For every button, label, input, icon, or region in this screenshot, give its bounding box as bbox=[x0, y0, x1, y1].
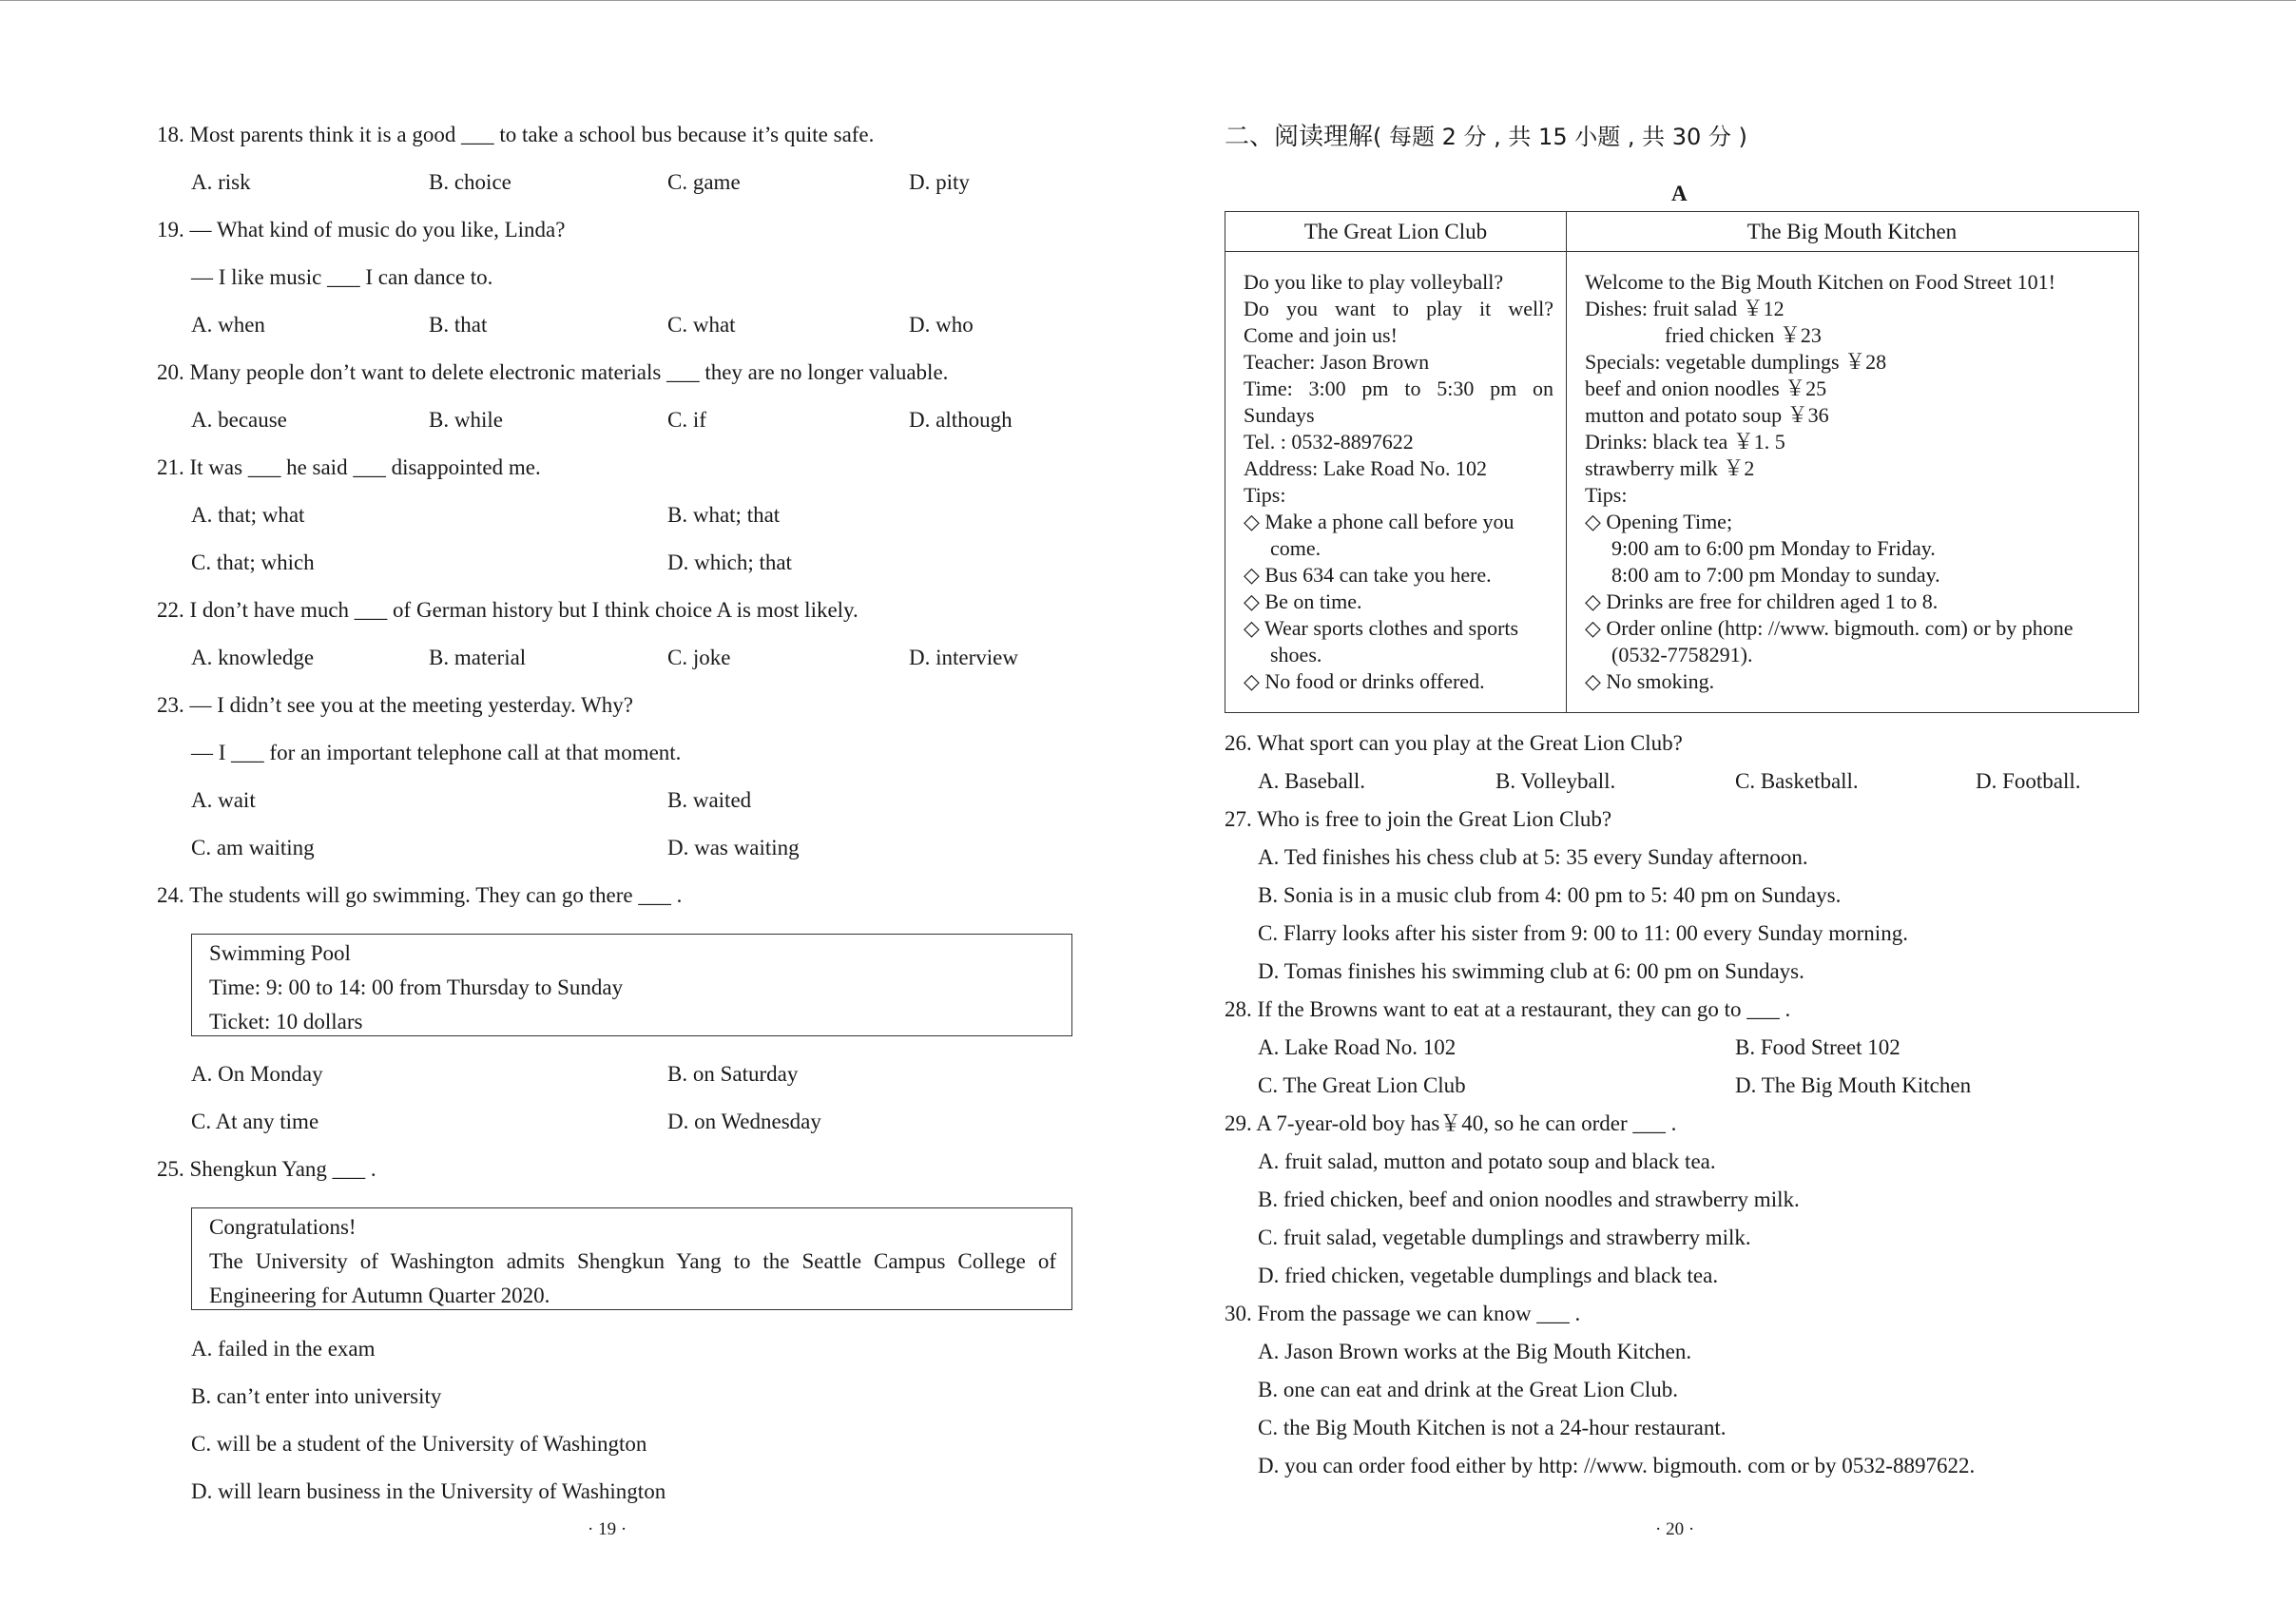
q27-option-c: C. Flarry looks after his sister from 9: 00 to 11: 00 every Sunday morning. bbox=[1258, 921, 1908, 945]
q21-option-b: B. what; that bbox=[667, 503, 781, 527]
swimming-pool-notice bbox=[191, 934, 1072, 1036]
question-22-stem: 22. I don’t have much ___ of German history but I think choice A is most likely. bbox=[157, 598, 859, 622]
q30-option-a: A. Jason Brown works at the Big Mouth Kitchen. bbox=[1258, 1340, 1692, 1363]
section-title: 二、阅读理解 bbox=[1225, 123, 1374, 151]
great-lion-club-info bbox=[1244, 269, 1553, 695]
q27-option-a: A. Ted finishes his chess club at 5: 35 every Sunday afternoon. bbox=[1258, 845, 1808, 869]
notice-line: Congratulations! bbox=[209, 1215, 357, 1239]
question-19-reply: — I like music ___ I can dance to. bbox=[191, 265, 493, 289]
q27-option-b: B. Sonia is in a music club from 4: 00 pm to 5: 40 pm on Sundays. bbox=[1258, 883, 1842, 907]
q29-option-c: C. fruit salad, vegetable dumplings and strawberry milk. bbox=[1258, 1226, 1751, 1249]
q28-option-c: C. The Great Lion Club bbox=[1258, 1073, 1466, 1097]
q27-option-d: D. Tomas finishes his swimming club at 6: 00 pm on Sundays. bbox=[1258, 959, 1804, 983]
section-heading bbox=[1225, 122, 1747, 152]
question-24-stem: 24. The students will go swimming. They can go there ___ . bbox=[157, 883, 683, 907]
info-table bbox=[1225, 211, 2139, 713]
q19-option-d: D. who bbox=[909, 313, 974, 337]
q28-option-a: A. Lake Road No. 102 bbox=[1258, 1035, 1457, 1059]
kitchen-info-line: Dishes: fruit salad ￥12 bbox=[1585, 297, 1785, 320]
kitchen-info-line: Welcome to the Big Mouth Kitchen on Food Street 101! bbox=[1585, 270, 2055, 294]
q19-option-b: B. that bbox=[429, 313, 488, 337]
kitchen-info-line: Specials: vegetable dumplings ￥28 bbox=[1585, 350, 1887, 374]
q24-option-a: A. On Monday bbox=[191, 1062, 323, 1086]
q26-option-a: A. Baseball. bbox=[1258, 769, 1366, 793]
kitchen-info-line: fried chicken ￥23 bbox=[1665, 323, 1822, 347]
club-info-line: ◇ Bus 634 can take you here. bbox=[1244, 563, 1492, 587]
club-info-line: Do you want to play it well? bbox=[1244, 297, 1553, 320]
q20-option-d: D. although bbox=[909, 408, 1013, 432]
notice-line: Engineering for Autumn Quarter 2020. bbox=[209, 1284, 550, 1307]
club-info-line: come. bbox=[1270, 536, 1322, 560]
table-divider bbox=[1566, 212, 1567, 712]
club-info-line: Time: 3:00 pm to 5:30 pm on bbox=[1244, 377, 1553, 400]
kitchen-info-line: ◇ No smoking. bbox=[1585, 669, 1715, 693]
q26-option-c: C. Basketball. bbox=[1735, 769, 1859, 793]
club-info-line: Sundays bbox=[1244, 403, 1315, 427]
club-info-line: ◇ Be on time. bbox=[1244, 589, 1362, 613]
q24-option-b: B. on Saturday bbox=[667, 1062, 799, 1086]
question-23-reply: — I ___ for an important telephone call at that moment. bbox=[191, 741, 682, 764]
q30-option-c: C. the Big Mouth Kitchen is not a 24-hour restaurant. bbox=[1258, 1416, 1727, 1439]
q24-option-d: D. on Wednesday bbox=[667, 1110, 821, 1133]
q26-option-d: D. Football. bbox=[1976, 769, 2081, 793]
section-note: ( 每题 2 分 , 共 15 小题 , 共 30 分 ) bbox=[1373, 124, 1747, 150]
kitchen-info-line: ◇ Order online (http: //www. bigmouth. com) or by phone bbox=[1585, 616, 2074, 640]
q18-option-d: D. pity bbox=[909, 170, 970, 194]
q22-option-d: D. interview bbox=[909, 646, 1018, 669]
q20-option-b: B. while bbox=[429, 408, 503, 432]
notice-line: Time: 9: 00 to 14: 00 from Thursday to Sunday bbox=[209, 975, 624, 999]
kitchen-info-line: ◇ Drinks are free for children aged 1 to 8. bbox=[1585, 589, 1939, 613]
question-30-stem: 30. From the passage we can know ___ . bbox=[1225, 1302, 1581, 1325]
club-info-line: shoes. bbox=[1270, 643, 1322, 666]
q20-option-a: A. because bbox=[191, 408, 287, 432]
q25-option-a: A. failed in the exam bbox=[191, 1337, 376, 1361]
q22-option-a: A. knowledge bbox=[191, 646, 315, 669]
q18-option-a: A. risk bbox=[191, 170, 251, 194]
q30-option-d: D. you can order food either by http: //www. bigmouth. com or by 0532-8897622. bbox=[1258, 1454, 1976, 1477]
kitchen-info-line: (0532-7758291). bbox=[1611, 643, 1753, 666]
q25-option-b: B. can’t enter into university bbox=[191, 1384, 442, 1408]
q24-option-c: C. At any time bbox=[191, 1110, 319, 1133]
question-28-stem: 28. If the Browns want to eat at a restaurant, they can go to ___ . bbox=[1225, 997, 1791, 1021]
question-20-stem: 20. Many people don’t want to delete electronic materials ___ they are no longer valuable. bbox=[157, 360, 949, 384]
q19-option-c: C. what bbox=[667, 313, 736, 337]
q29-option-b: B. fried chicken, beef and onion noodles and strawberry milk. bbox=[1258, 1188, 1800, 1211]
q29-option-a: A. fruit salad, mutton and potato soup and black tea. bbox=[1258, 1149, 1716, 1173]
q21-option-d: D. which; that bbox=[667, 550, 792, 574]
q28-option-d: D. The Big Mouth Kitchen bbox=[1735, 1073, 1972, 1097]
q18-option-c: C. game bbox=[667, 170, 741, 194]
q29-option-d: D. fried chicken, vegetable dumplings and black tea. bbox=[1258, 1264, 1719, 1287]
kitchen-info-line: 9:00 am to 6:00 pm Monday to Friday. bbox=[1611, 536, 1936, 560]
header-big-mouth-kitchen: The Big Mouth Kitchen bbox=[1566, 212, 2138, 252]
header-great-lion-club: The Great Lion Club bbox=[1225, 212, 1566, 252]
question-29-stem: 29. A 7-year-old boy has￥40, so he can order ___ . bbox=[1225, 1111, 1677, 1135]
q22-option-c: C. joke bbox=[667, 646, 731, 669]
question-23-stem: 23. — I didn’t see you at the meeting yesterday. Why? bbox=[157, 693, 633, 717]
passage-label: A bbox=[1671, 182, 1688, 205]
q23-option-c: C. am waiting bbox=[191, 836, 315, 859]
q22-option-b: B. material bbox=[429, 646, 527, 669]
q26-option-b: B. Volleyball. bbox=[1495, 769, 1616, 793]
kitchen-info-line: strawberry milk ￥2 bbox=[1585, 456, 1755, 480]
notice-line: The University of Washington admits Shengkun Yang to the Seattle Campus College of bbox=[209, 1249, 1056, 1273]
q28-option-b: B. Food Street 102 bbox=[1735, 1035, 1900, 1059]
q19-option-a: A. when bbox=[191, 313, 265, 337]
club-info-line: ◇ No food or drinks offered. bbox=[1244, 669, 1485, 693]
kitchen-info-line: beef and onion noodles ￥25 bbox=[1585, 377, 1827, 400]
question-26-stem: 26. What sport can you play at the Great Lion Club? bbox=[1225, 731, 1683, 755]
q21-option-a: A. that; what bbox=[191, 503, 305, 527]
question-19-stem: 19. — What kind of music do you like, Linda? bbox=[157, 218, 566, 241]
q20-option-c: C. if bbox=[667, 408, 706, 432]
q21-option-c: C. that; which bbox=[191, 550, 315, 574]
top-rule bbox=[0, 0, 2296, 1]
kitchen-info-line: mutton and potato soup ￥36 bbox=[1585, 403, 1829, 427]
kitchen-info-line: Drinks: black tea ￥1. 5 bbox=[1585, 430, 1785, 454]
q30-option-b: B. one can eat and drink at the Great Lion Club. bbox=[1258, 1378, 1678, 1401]
kitchen-info-line: ◇ Opening Time; bbox=[1585, 510, 1733, 533]
club-info-line: Tips: bbox=[1244, 483, 1286, 507]
club-info-line: Address: Lake Road No. 102 bbox=[1244, 456, 1488, 480]
big-mouth-kitchen-info bbox=[1585, 269, 2127, 695]
club-info-line: Do you like to play volleyball? bbox=[1244, 270, 1504, 294]
q18-option-b: B. choice bbox=[429, 170, 511, 194]
question-18-stem: 18. Most parents think it is a good ___ to take a school bus because it’s quite safe. bbox=[157, 123, 875, 146]
q23-option-d: D. was waiting bbox=[667, 836, 800, 859]
club-info-line: ◇ Make a phone call before you bbox=[1244, 510, 1515, 533]
question-25-stem: 25. Shengkun Yang ___ . bbox=[157, 1157, 376, 1181]
q23-option-a: A. wait bbox=[191, 788, 256, 812]
kitchen-info-line: 8:00 am to 7:00 pm Monday to sunday. bbox=[1611, 563, 1940, 587]
club-info-line: Tel. : 0532-8897622 bbox=[1244, 430, 1414, 454]
notice-line: Ticket: 10 dollars bbox=[209, 1010, 363, 1033]
notice-line: Swimming Pool bbox=[209, 941, 351, 965]
question-21-stem: 21. It was ___ he said ___ disappointed me. bbox=[157, 455, 541, 479]
page-number-20: · 20 · bbox=[1655, 1519, 1695, 1539]
q23-option-b: B. waited bbox=[667, 788, 752, 812]
club-info-line: Teacher: Jason Brown bbox=[1244, 350, 1430, 374]
congratulations-notice bbox=[191, 1207, 1072, 1310]
kitchen-info-line: Tips: bbox=[1585, 483, 1628, 507]
q25-option-c: C. will be a student of the University of Washington bbox=[191, 1432, 647, 1456]
q25-option-d: D. will learn business in the University of Washington bbox=[191, 1479, 666, 1503]
club-info-line: Come and join us! bbox=[1244, 323, 1398, 347]
page-number-19: · 19 · bbox=[588, 1519, 627, 1539]
club-info-line: ◇ Wear sports clothes and sports bbox=[1244, 616, 1519, 640]
question-27-stem: 27. Who is free to join the Great Lion Club? bbox=[1225, 807, 1612, 831]
